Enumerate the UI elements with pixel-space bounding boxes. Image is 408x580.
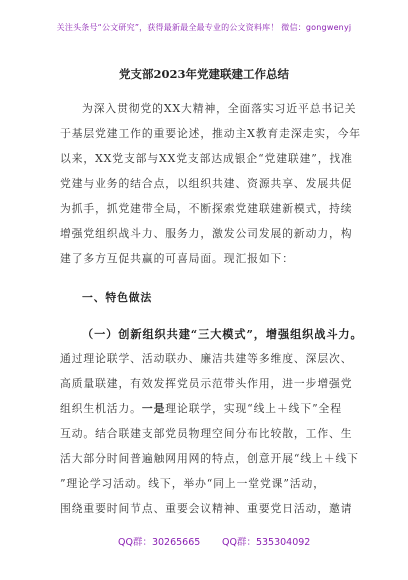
body-line: 互动。结合联建支部党员物理空间分布比较散，工作、生 — [60, 427, 353, 440]
body-text: 理论联学，实现“线上＋线下”全程 — [165, 402, 342, 415]
subsection-heading: （一）创新组织共建“三大模式”，增强组织战斗力。 — [82, 327, 363, 341]
header-banner: 关注头条号“公文研究”，获得最新最全最专业的公文资料库！ 微信：gongwenyj — [56, 23, 352, 32]
intro-line: 于基层党建工作的重要论述，推动主X教育走深走实，今年 — [60, 127, 362, 140]
body-line — [60, 401, 342, 416]
intro-line: 党建与业务的结合点，以组织共建、资源共享、发展共促 — [60, 177, 353, 190]
body-line: 活大部分时间普遍触网用网的特点，创意开展“线上＋线下 — [60, 452, 359, 465]
body-line: 围绕重要时间节点、重要会议精神、重要党日活动，邀请 — [60, 502, 353, 515]
intro-line: 为抓手，抓党建带全局，不断探索党建联建新模式，持续 — [60, 202, 353, 215]
footer-qq-left: QQ群：30265665 — [118, 537, 201, 548]
document-title: 党支部2023年党建联建工作总结 — [118, 67, 289, 81]
intro-line: 以来，XX党支部与XX党支部达成银企“党建联建”，找准 — [60, 152, 353, 165]
intro-line: 为深入贯彻党的XX大精神，全面落实习近平总书记关 — [82, 102, 357, 115]
bold-phrase: 一是 — [141, 402, 166, 415]
body-line: 高质量联建，有效发挥党员示范带头作用，进一步增强党 — [60, 377, 353, 390]
body-line: ”理论学习活动。线下，举办“同上一堂党课”活动， — [60, 477, 325, 490]
body-text: 组织生机活力。 — [60, 402, 142, 415]
intro-line: 增强党组织战斗力、服务力，激发公司发展的新动力，构 — [60, 227, 353, 240]
intro-line: 建了多方互促共赢的可喜局面。现汇报如下： — [60, 252, 294, 265]
footer-qq-right: QQ群：535304092 — [222, 537, 311, 548]
section-heading: 一、特色做法 — [82, 291, 153, 304]
body-line: 通过理论联学、活动联办、廉洁共建等多维度、深层次、 — [60, 352, 353, 365]
